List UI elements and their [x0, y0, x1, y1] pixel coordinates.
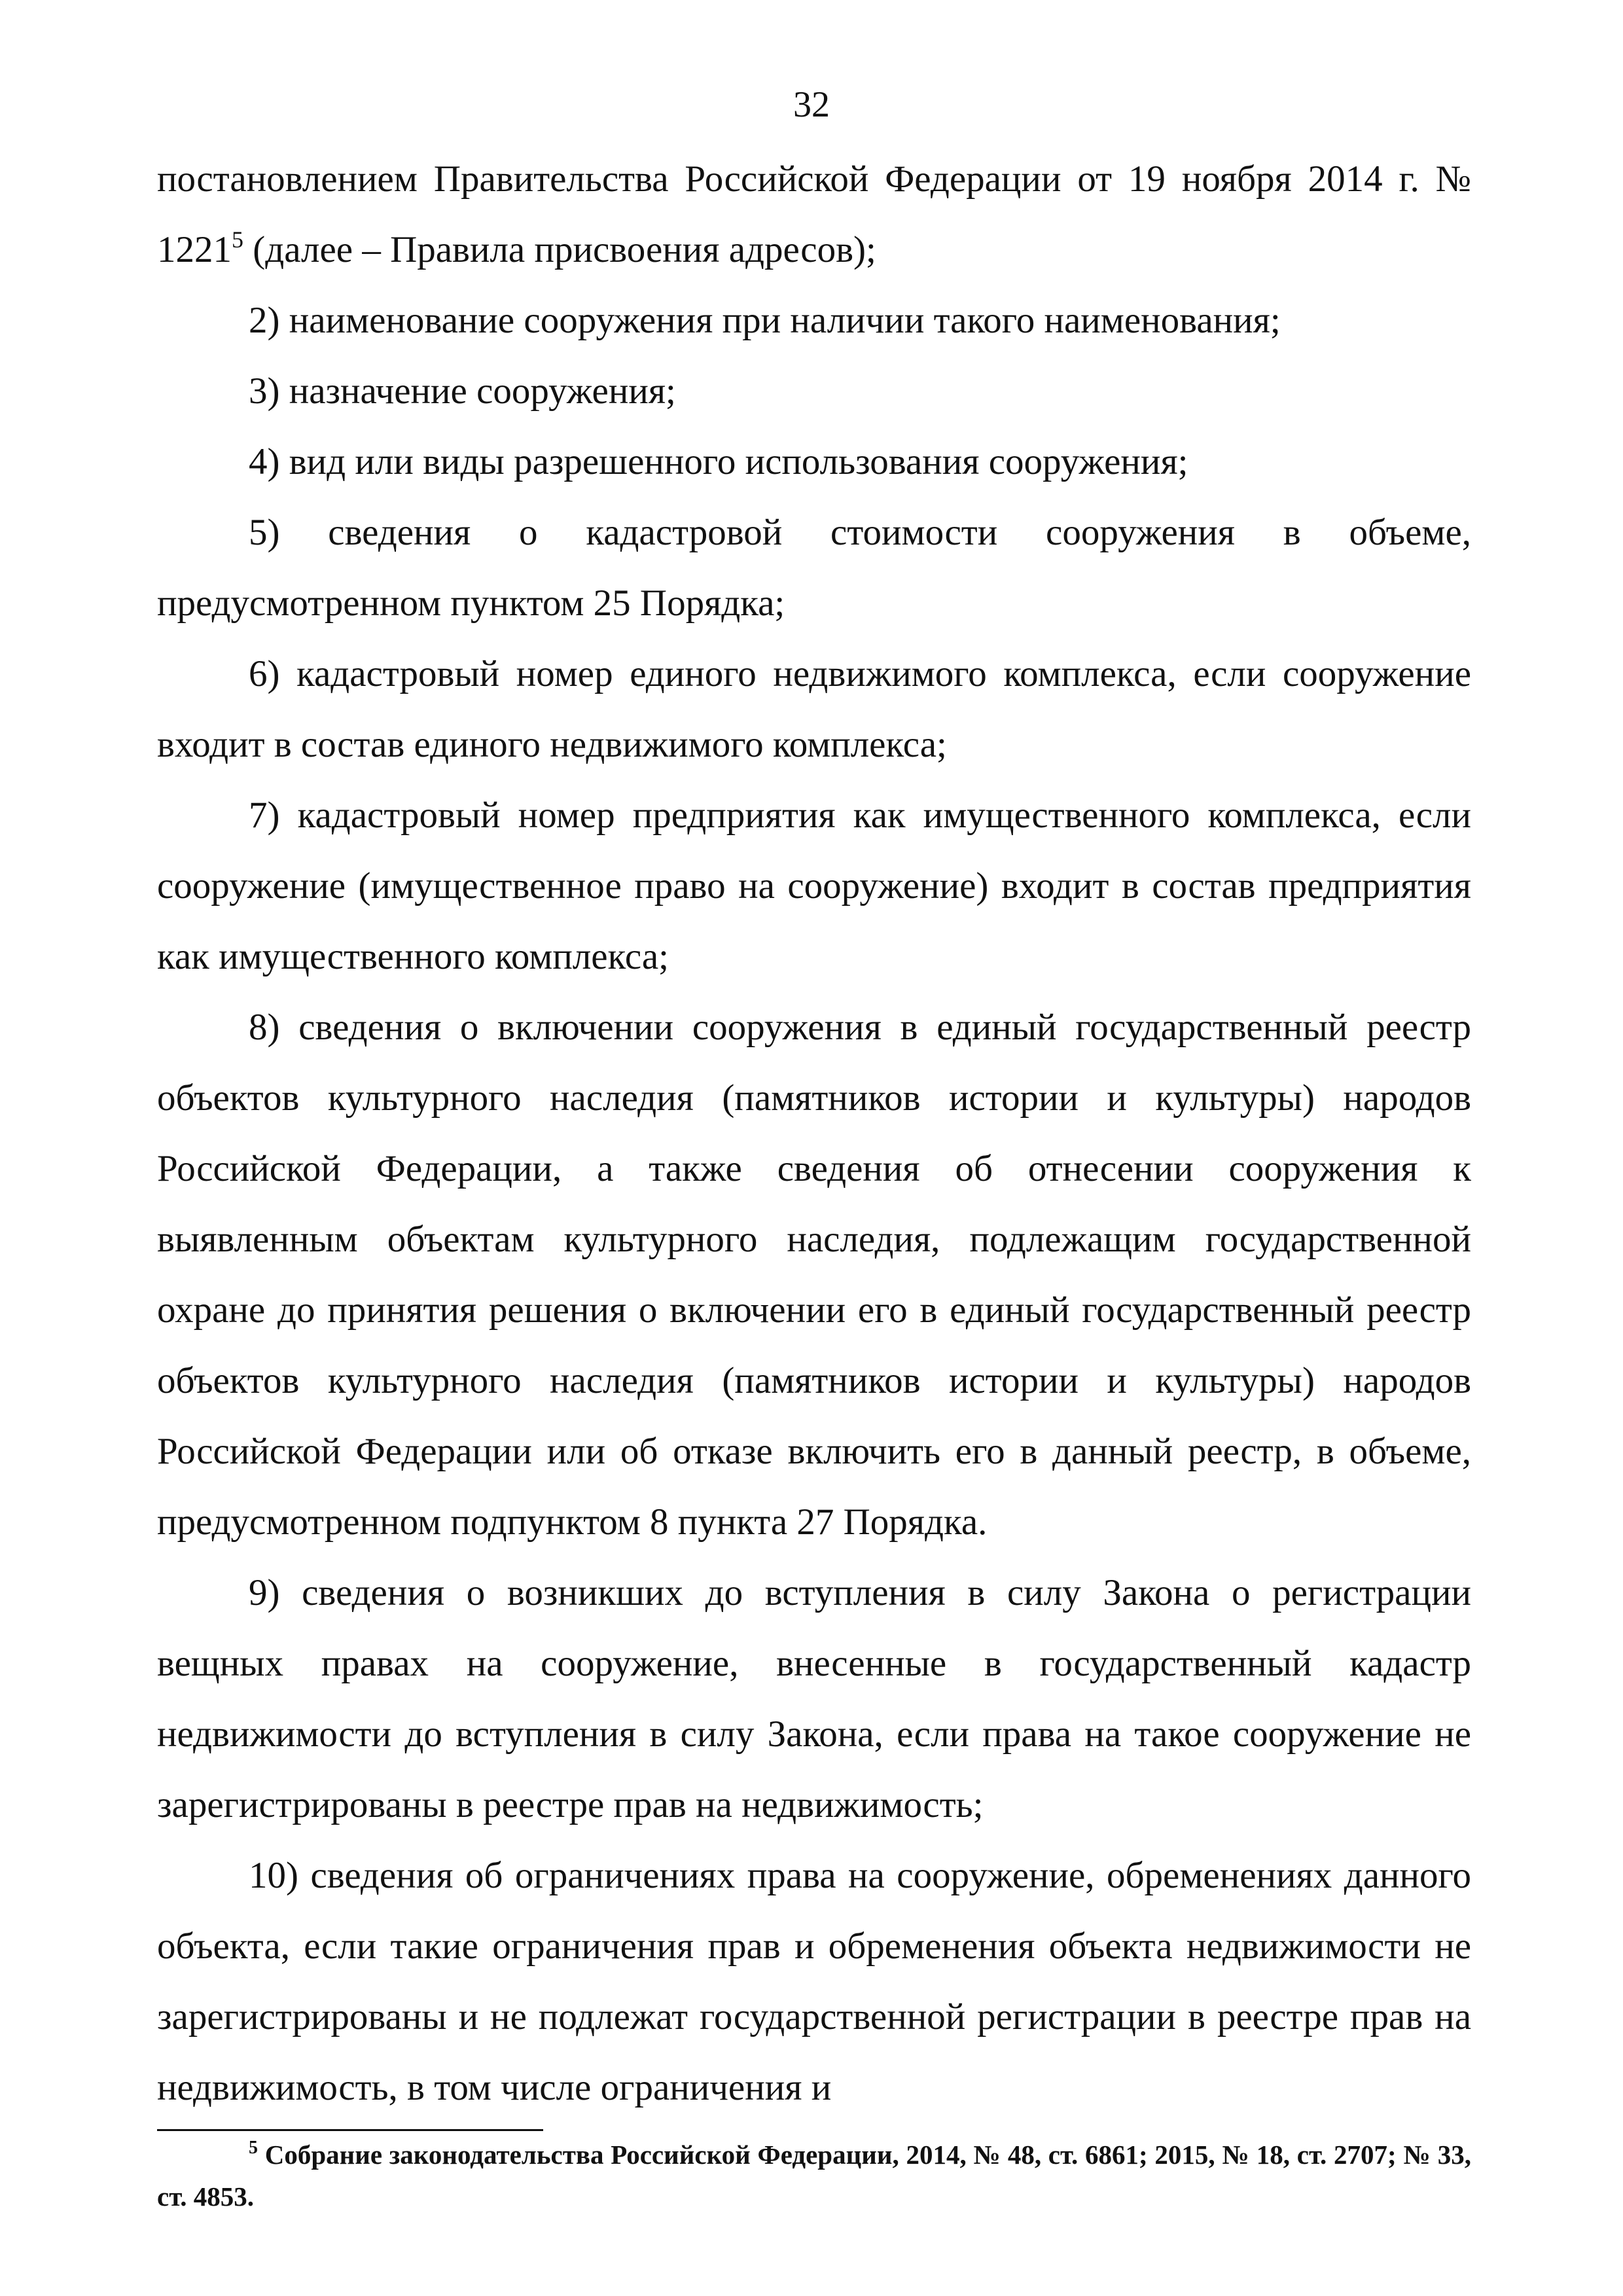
item-10: 10) сведения об ограничениях права на сооружение, обременениях данного объекта, если такие ограничения прав и обременения объекта недвижимости не зарегистрированы и не подлежат государственной регистрации в реестре прав на недвижимость, в том числе ограничения и: [157, 1855, 1471, 2108]
item-6: 6) кадастровый номер единого недвижимого комплекса, если сооружение входит в состав единого недвижимого комплекса;: [157, 653, 1471, 765]
paragraph-1: [157, 144, 1471, 285]
page-number: 32: [793, 84, 830, 125]
item-9: 9) сведения о возникших до вступления в силу Закона о регистрации вещных правах на сооружение, внесенные в государственный кадастр недвижимости до вступления в силу Закона, если права на такое сооружение не зарегистрированы в реестре прав на недвижимость;: [157, 1572, 1471, 1825]
footnote-text: Собрание законодательства Российской Федерации, 2014, № 48, ст. 6861; 2015, № 18, ст. 2707; № 33, ст. 4853.: [157, 2140, 1471, 2212]
footnote-mark: 5: [249, 2138, 258, 2158]
item-7: 7) кадастровый номер предприятия как имущественного комплекса, если сооружение (имущественное право на сооружение) входит в состав предприятия как имущественного комплекса;: [157, 795, 1471, 977]
footnote-ref: 5: [232, 226, 243, 253]
item-2: 2) наименование сооружения при наличии такого наименования;: [249, 300, 1281, 341]
footnote-divider: [157, 2129, 543, 2131]
footnote: [157, 2134, 1471, 2217]
paragraph-1-text-cont: (далее – Правила присвоения адресов);: [243, 229, 876, 270]
item-3: 3) назначение сооружения;: [249, 370, 676, 412]
item-8: 8) сведения о включении сооружения в единый государственный реестр объектов культурного наследия (памятников истории и культуры) народов Российской Федерации, а также сведения об отнесении сооружения к выявленным объектам культурного наследия, подлежащим государственной охране до принятия решения о включении его в единый государственный реестр объектов культурного наследия (памятников истории и культуры) народов Российской Федерации или об отказе включить его в данный реестр, в объеме, предусмотренном подпунктом 8 пункта 27 Порядка.: [157, 1007, 1471, 1543]
item-5: 5) сведения о кадастровой стоимости сооружения в объеме, предусмотренном пунктом 25 Порядка;: [157, 512, 1471, 624]
paragraph-1-text: постановлением Правительства Российской Федерации от 19 ноября 2014 г. № 1221: [157, 158, 1471, 270]
body-text: [157, 144, 1471, 2123]
item-4: 4) вид или виды разрешенного использования сооружения;: [249, 441, 1188, 482]
